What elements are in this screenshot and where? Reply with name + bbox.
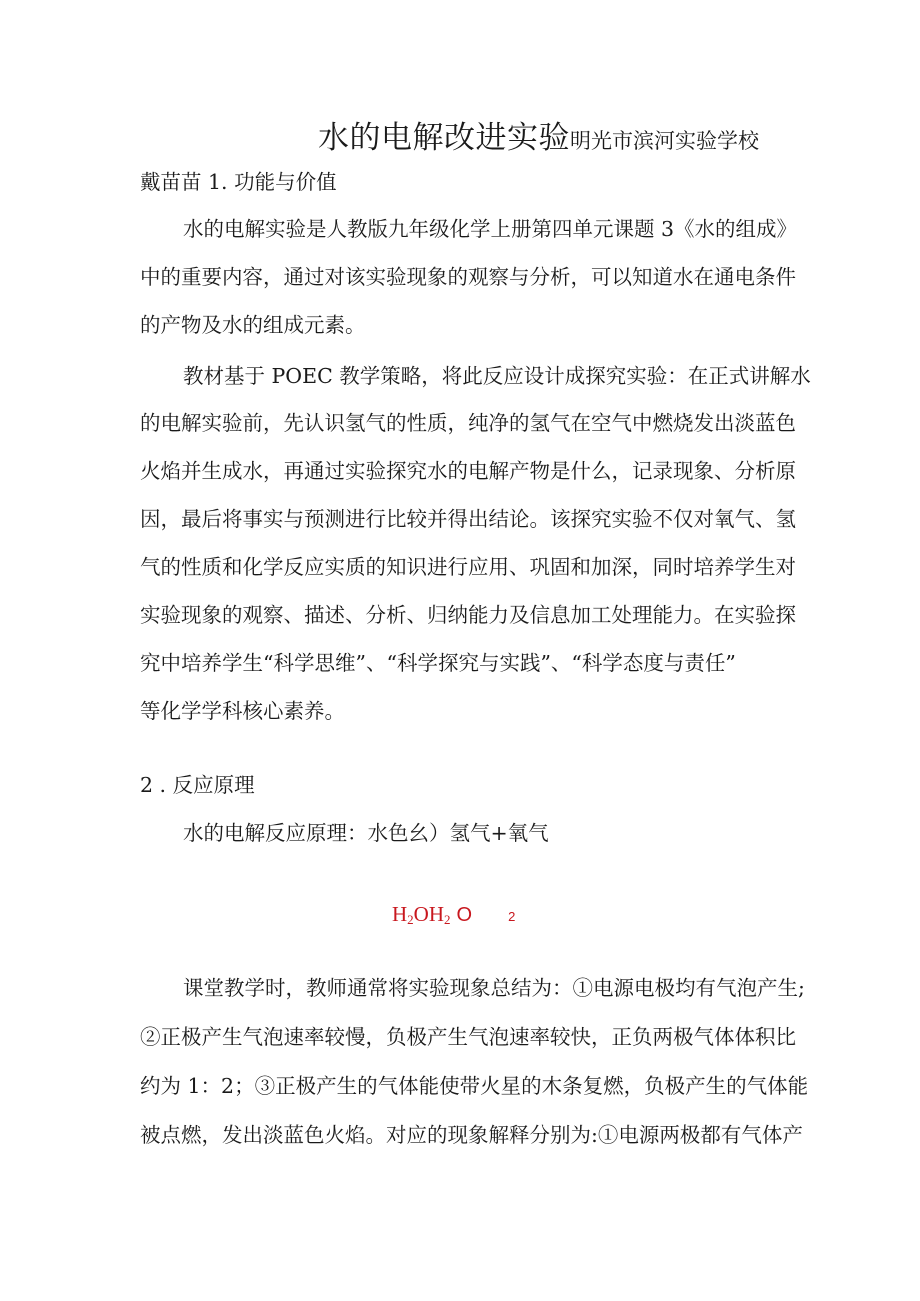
paragraph-line: 火焰并生成水，再通过实验探究水的电解产物是什么，记录现象、分析原 bbox=[140, 459, 796, 483]
paragraph-line: 被点燃，发出淡蓝色火焰。对应的现象解释分别为:①电源两极都有气体产 bbox=[140, 1123, 803, 1147]
paragraph-line: 实验现象的观察、描述、分析、归纳能力及信息加工处理能力。在实验探 bbox=[140, 603, 796, 627]
formula-o: O bbox=[456, 904, 473, 926]
paragraph-line: 的电解实验前，先认识氢气的性质，纯净的氢气在空气中燃烧发出淡蓝色 bbox=[140, 411, 796, 435]
paragraph-line: ②正极产生气泡速率较慢，负极产生气泡速率较快，正负两极气体体积比 bbox=[140, 1025, 796, 1049]
chemical-formula bbox=[392, 902, 515, 928]
paragraph-line: 中的重要内容，通过对该实验现象的观察与分析，可以知道水在通电条件 bbox=[140, 265, 796, 289]
paragraph-line: 约为 1：2；③正极产生的气体能使带火星的木条复燃，负极产生的气体能 bbox=[140, 1074, 809, 1098]
school-name: 明光市滨河实验学校 bbox=[570, 129, 759, 153]
formula-h: H bbox=[392, 902, 408, 926]
paragraph-line: 因，最后将事实与预测进行比较并得出结论。该探究实验不仅对氧气、氢 bbox=[140, 507, 796, 531]
formula-subscript: 2 bbox=[407, 912, 414, 927]
document-title-line bbox=[318, 112, 759, 157]
paragraph-line: 水的电解实验是人教版九年级化学上册第四单元课题 3《水的组成》 bbox=[183, 217, 798, 241]
paragraph-line: 气的性质和化学反应实质的知识进行应用、巩固和加深，同时培养学生对 bbox=[140, 555, 796, 579]
paragraph-line: 教材基于 POEC 教学策略，将此反应设计成探究实验：在正式讲解水 bbox=[183, 364, 811, 388]
paragraph-line: 课堂教学时，教师通常将实验现象总结为：①电源电极均有气泡产生; bbox=[183, 976, 805, 1000]
author-and-section-heading: 戴苗苗 1. 功能与价值 bbox=[140, 170, 337, 194]
reaction-principle-text: 水的电解反应原理：水色幺）氢气+氧气 bbox=[183, 821, 549, 845]
paragraph-line: 的产物及水的组成元素。 bbox=[140, 313, 366, 337]
formula-oh: OH bbox=[413, 902, 445, 926]
paragraph-line: 等化学学科核心素养。 bbox=[140, 699, 345, 723]
document-title: 水的电解改进实验 bbox=[318, 120, 570, 156]
paragraph-line: 究中培养学生“科学思维”、“科学探究与实践”、“科学态度与责任” bbox=[140, 651, 736, 675]
formula-subscript: 2 bbox=[444, 912, 451, 927]
section-heading: 2 . 反应原理 bbox=[140, 773, 255, 797]
formula-trailing-subscript: 2 bbox=[508, 909, 516, 924]
